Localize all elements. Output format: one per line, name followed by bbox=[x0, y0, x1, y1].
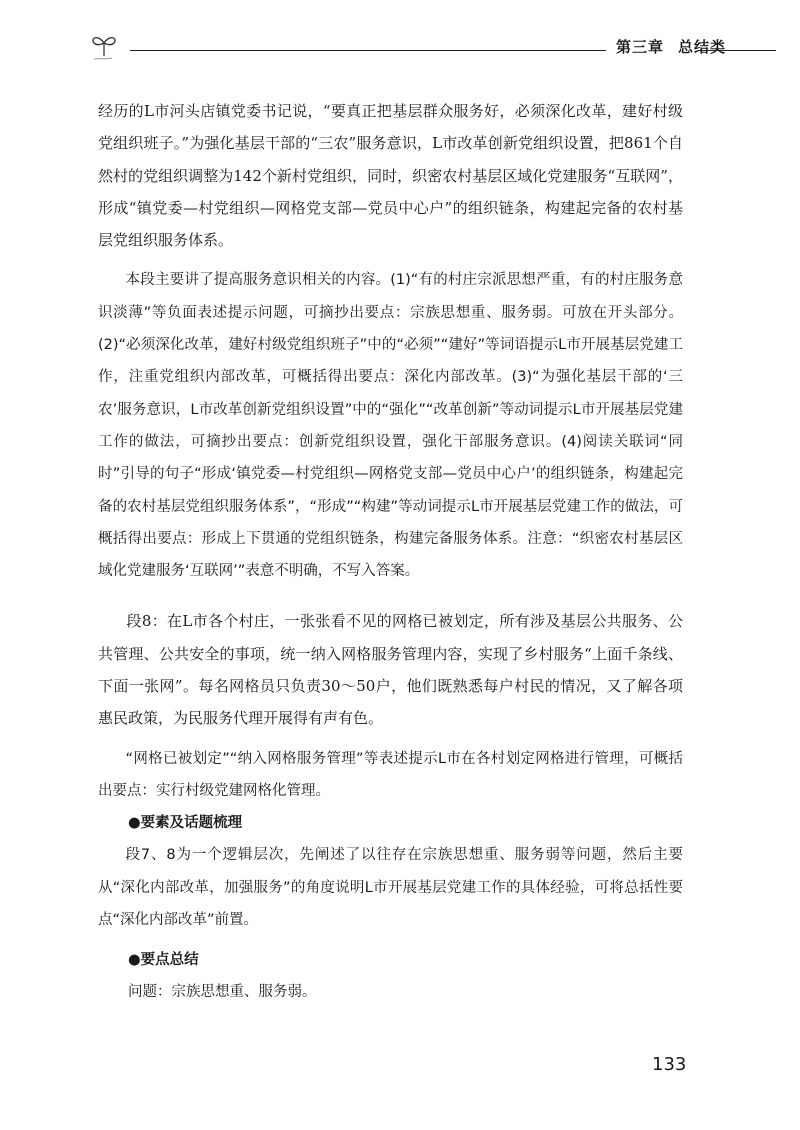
section-heading-elements: ●要素及话题梳理 bbox=[128, 815, 243, 832]
problem-line: 问题：宗族思想重、服务弱。 bbox=[128, 984, 317, 1001]
page-number: 133 bbox=[652, 1054, 687, 1075]
running-header bbox=[86, 28, 776, 68]
source-paragraph-continued: 经历的L市河头店镇党委书记说，“要真正把基层群众服务好，必须深化改革，建好村级党组织班子。”为强化基层干部的“三农”服务意识，L市改革创新党组织设置，把861个自然村的党组织调整为142个新村党组织，同时，织密农村基层区域化党建服务“互联网”，形成“镇党委—村党组织—网格党支部—党员中心户”的组织链条，构建起完备的农村基层党组织服务体系。 bbox=[98, 102, 683, 250]
header-rule-left bbox=[130, 50, 606, 51]
section-label: 总结类 bbox=[678, 38, 727, 56]
logic-paragraph: 段7、8为一个逻辑层次，先阐述了以往存在宗族思想重、服务弱等问题，然后主要从“深化内部改革，加强服务”的角度说明L市开展基层党建工作的具体经验，可将总括性要点“深化内部改革”前置。 bbox=[98, 847, 683, 928]
analysis-paragraph: 本段主要讲了提高服务意识相关的内容。(1)“有的村庄宗派思想严重，有的村庄服务意识淡薄”等负面表述提示问题，可摘抄出要点：宗族思想重、服务弱。可放在开头部分。(2)“必须深化改革，建好村级党组织班子”中的“必须”“建好”等词语提示L市开展基层党建工作，注重党组织内部改革，可概括得出要点：深化内部改革。(3)“为强化基层干部的‘三农’服务意识，L市改革创新党组织设置”中的“强化”“改革创新”等动词提示L市开展基层党建工作的做法，可摘抄出要点：创新党组织设置，强化干部服务意识。(4)阅读关联词“同时”引导的句子“形成‘镇党委—村党组织—网格党支部—党员中心户’的组织链条，构建起完备的农村基层党组织服务体系”，“形成”“构建”等动词提示L市开展基层党建工作的做法，可概括得出要点：形成上下贯通的党组织链条，构建完备服务体系。注意：“织密农村基层区域化党建服务‘互联网’”表意不明确，不写入答案。 bbox=[98, 272, 683, 580]
page-body bbox=[98, 95, 683, 1008]
analysis-paragraph-8: “网格已被划定”“纳入网格服务管理”等表述提示L市在各村划定网格进行管理，可概括出要点：实行村级党建网格化管理。 bbox=[98, 750, 683, 799]
sprout-logo-icon bbox=[86, 30, 122, 66]
chapter-label: 第三章 bbox=[616, 38, 665, 56]
source-paragraph-8: 段8：在L市各个村庄，一张张看不见的网格已被划定，所有涉及基层公共服务、公共管理、公共安全的事项，统一纳入网格服务管理内容，实现了乡村服务“上面千条线、下面一张网”。每名网格员只负责30～50户，他们既熟悉每户村民的情况，又了解各项惠民政策，为民服务代理开展得有声有色。 bbox=[98, 612, 683, 728]
chapter-title bbox=[616, 36, 726, 57]
header-rule-right bbox=[698, 50, 776, 51]
section-heading-summary: ●要点总结 bbox=[128, 952, 199, 969]
